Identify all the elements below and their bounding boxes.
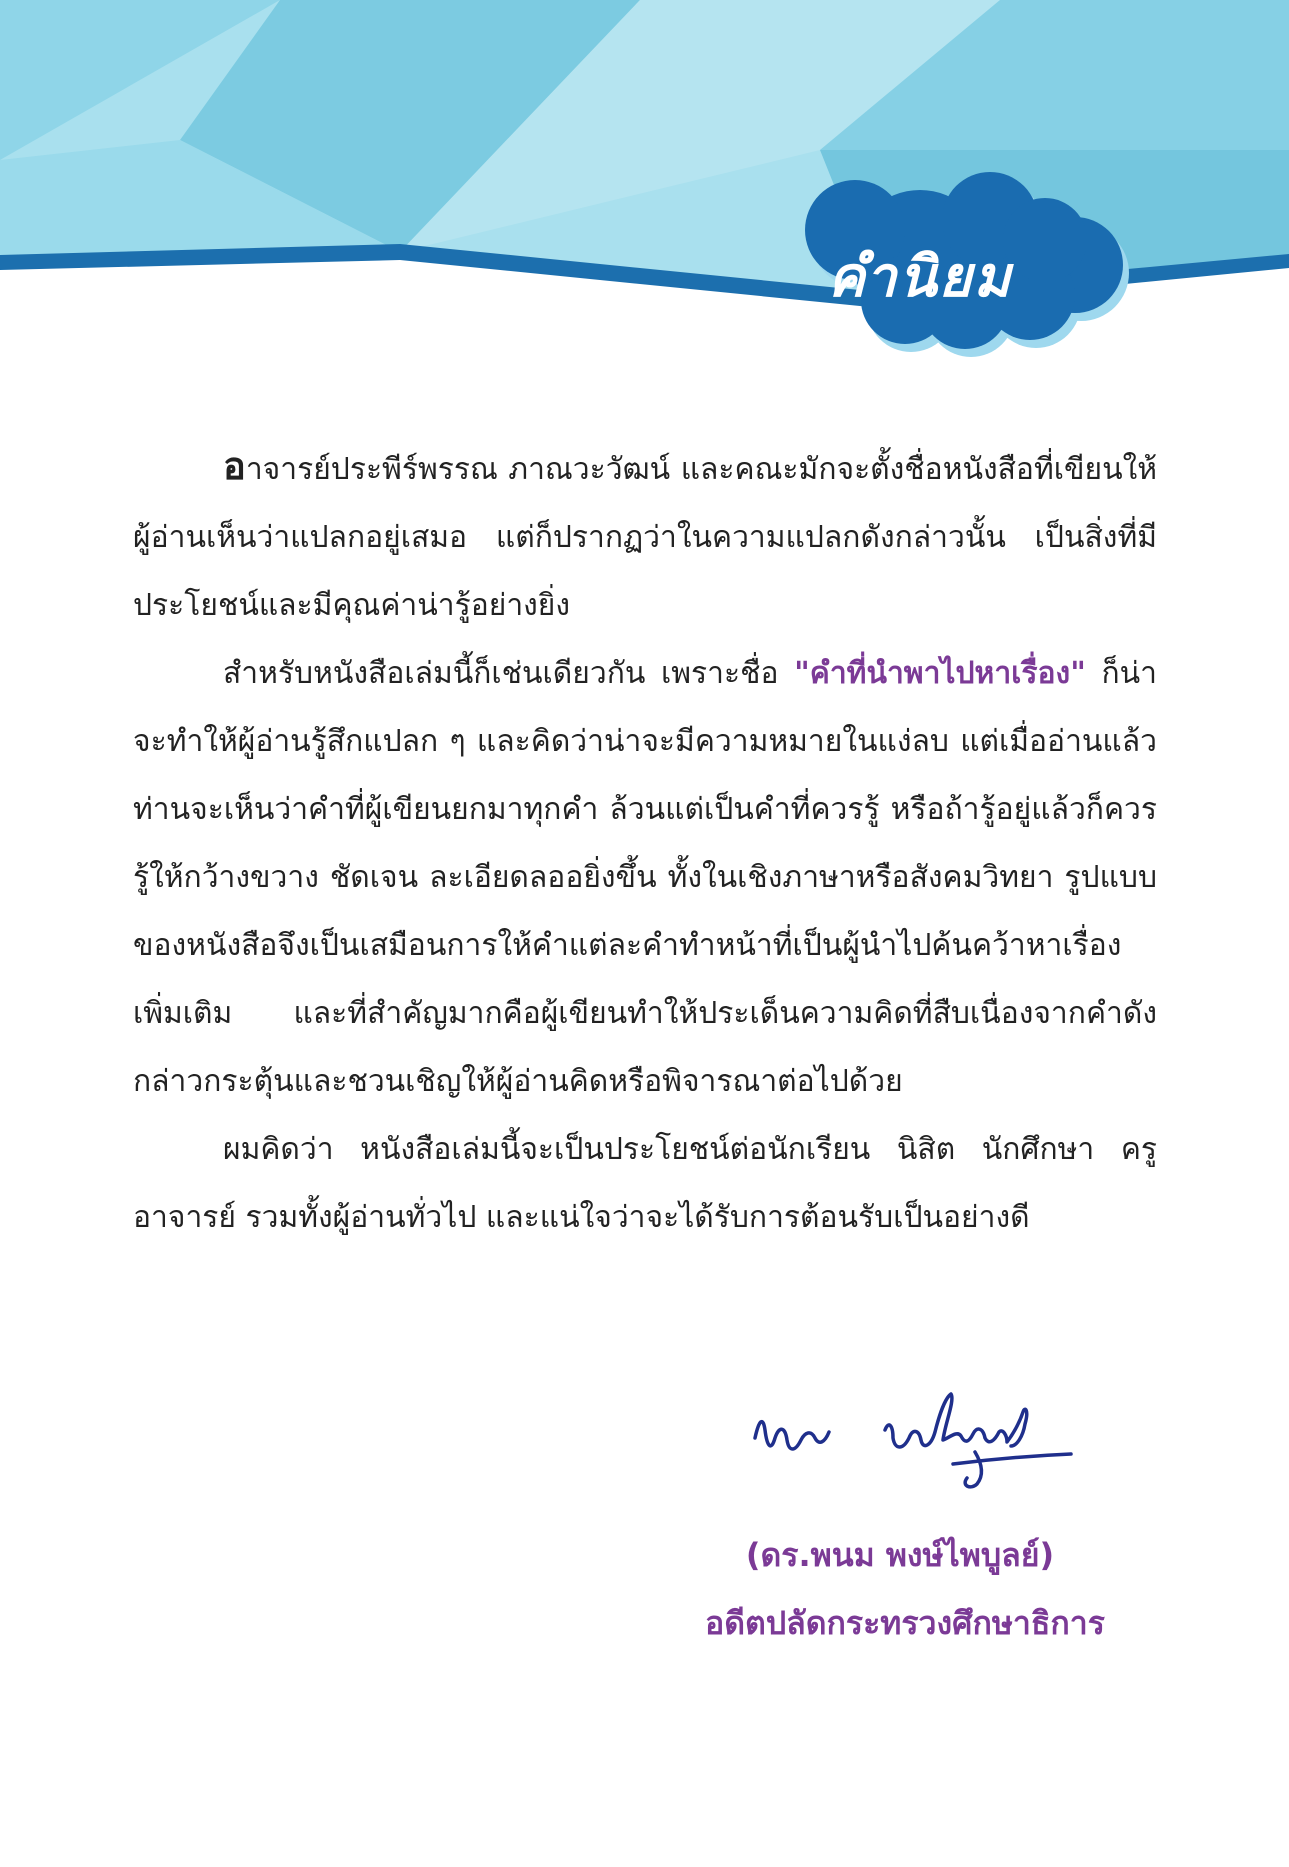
paragraph-3-text: ผมคิดว่า หนังสือเล่มนี้จะเป็นประโยชน์ต่อนักเรียน นิสิต นักศึกษา ครู อาจารย์ รวมทั้งผู้อ่านทั่วไป และแน่ใจว่าจะได้รับการต้อนรับเป็นอย่างดี — [133, 1132, 1157, 1235]
book-title-highlight: "คำที่นำพาไปหาเรื่อง" — [794, 656, 1086, 691]
document-body — [133, 432, 1157, 1252]
signer-name: (ดร.พนม พงษ์ไพบูลย์) — [745, 1536, 1055, 1574]
paragraph-2-text-end: ก็น่าจะทำให้ผู้อ่านรู้สึกแปลก ๆ และคิดว่าน่าจะมีความหมายในแง่ลบ แต่เมื่ออ่านแล้ว ท่านจะเห็นว่าคำที่ผู้เขียนยกมาทุกคำ ล้วนแต่เป็นคำที่ควรรู้ หรือถ้ารู้อยู่แล้วก็ควรรู้ให้กว้างขวาง ชัดเจน ละเอียดลออยิ่งขึ้น ทั้งในเชิงภาษาหรือสังคมวิทยา รูปแบบของหนังสือจึงเป็นเสมือนการให้คำแต่ละคำทำหน้าที่เป็นผู้นำไปค้นคว้าหาเรื่องเพิ่มเติม และที่สำคัญมากคือผู้เขียนทำให้ประเด็นความคิดที่สืบเนื่องจากคำดังกล่าวกระตุ้นและชวนเชิญให้ผู้อ่านคิดหรือพิจารณาต่อไปด้วย — [133, 656, 1157, 1099]
paragraph-2-text-start: สำหรับหนังสือเล่มนี้ก็เช่นเดียวกัน เพราะชื่อ — [223, 656, 795, 691]
paragraph-1-text: าจารย์ประพีร์พรรณ ภาณวะวัฒน์ และคณะมักจะตั้งชื่อหนังสือที่เขียนให้ผู้อ่านเห็นว่าแปลกอยู่เสมอ แต่ก็ปรากฏว่าในความแปลกดังกล่าวนั้น เป็นสิ่งที่มีประโยชน์และมีคุณค่าน่ารู้อย่างยิ่ง — [133, 452, 1157, 623]
handwritten-signature — [745, 1380, 1080, 1520]
paragraph-2 — [133, 640, 1157, 1116]
header-banner — [0, 0, 1289, 360]
drop-cap: อ — [223, 444, 246, 488]
paragraph-3 — [133, 1116, 1157, 1252]
paragraph-1 — [133, 432, 1157, 640]
page-title: คำนิยม — [827, 244, 1013, 310]
signer-position: อดีตปลัดกระทรวงศึกษาธิการ — [705, 1604, 1105, 1642]
